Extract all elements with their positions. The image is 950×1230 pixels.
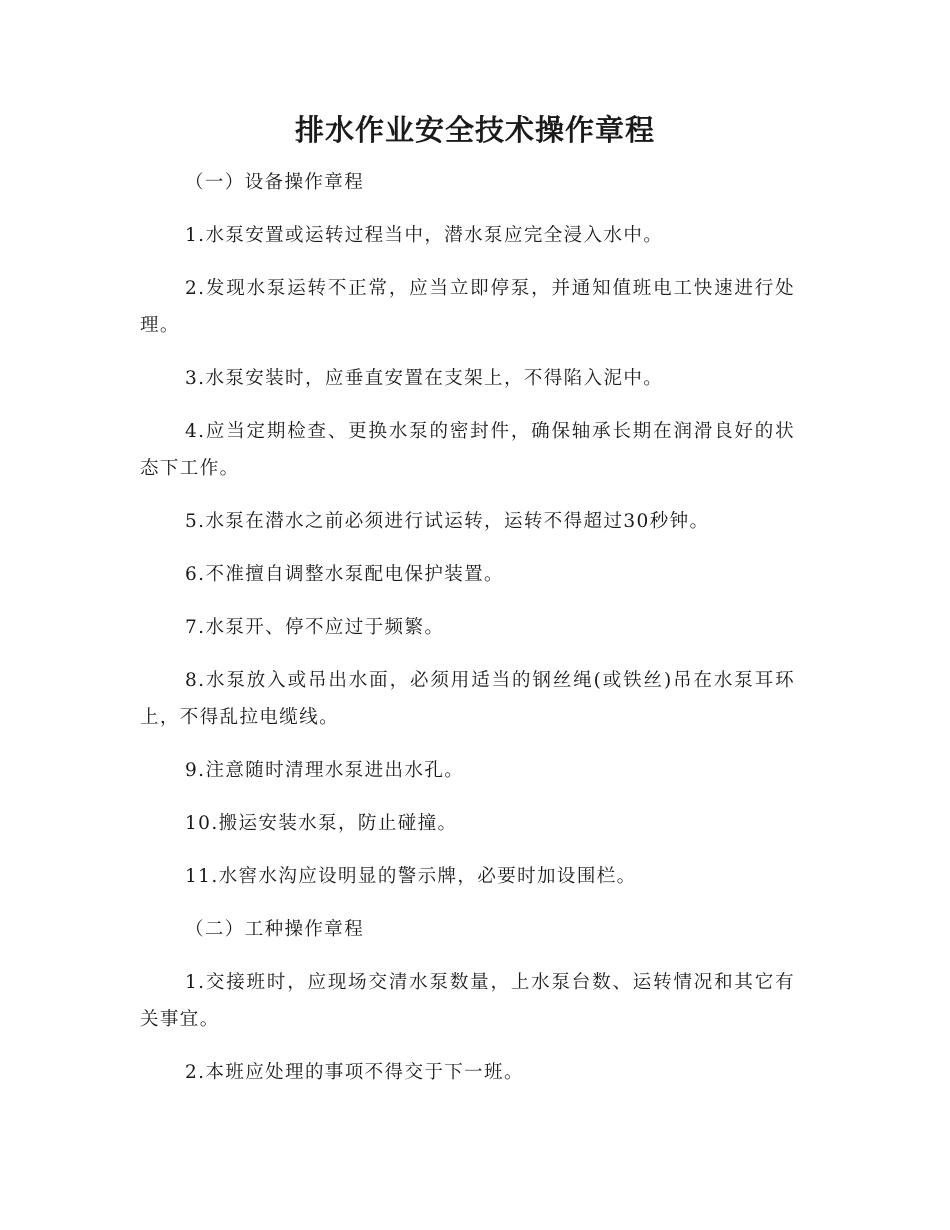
paragraph: 5.水泵在潜水之前必须进行试运转，运转不得超过30秒钟。 <box>185 511 710 532</box>
paragraph: 7.水泵开、停不应过于频繁。 <box>185 617 445 638</box>
paragraph: 4.应当定期检查、更换水泵的密封件，确保轴承长期在润滑良好的状态下工作。 <box>140 421 795 479</box>
section-heading: （一）设备操作章程 <box>185 172 365 193</box>
paragraph: 1.水泵安置或运转过程当中，潜水泵应完全浸入水中。 <box>185 225 664 246</box>
paragraph: 6.不准擅自调整水泵配电保护装置。 <box>185 564 504 585</box>
paragraph: 8.水泵放入或吊出水面，必须用适当的钢丝绳(或铁丝)吊在水泵耳环上，不得乱拉电缆线。 <box>140 670 795 728</box>
document-body <box>140 164 795 1107</box>
paragraph: 2.本班应处理的事项不得交于下一班。 <box>185 1062 524 1083</box>
document-title: 排水作业安全技术操作章程 <box>294 113 655 147</box>
paragraph: 2.发现水泵运转不正常，应当立即停泵，并通知值班电工快速进行处理。 <box>140 278 795 336</box>
paragraph: 1.交接班时，应现场交清水泵数量，上水泵台数、运转情况和其它有关事宜。 <box>140 972 795 1030</box>
section-heading: （二）工种操作章程 <box>185 919 365 940</box>
paragraph: 3.水泵安装时，应垂直安置在支架上，不得陷入泥中。 <box>185 368 664 389</box>
paragraph: 9.注意随时清理水泵进出水孔。 <box>185 760 465 781</box>
paragraph: 10.搬运安装水泵，防止碰撞。 <box>185 813 458 834</box>
paragraph: 11.水窖水沟应设明显的警示牌，必要时加设围栏。 <box>185 866 637 887</box>
